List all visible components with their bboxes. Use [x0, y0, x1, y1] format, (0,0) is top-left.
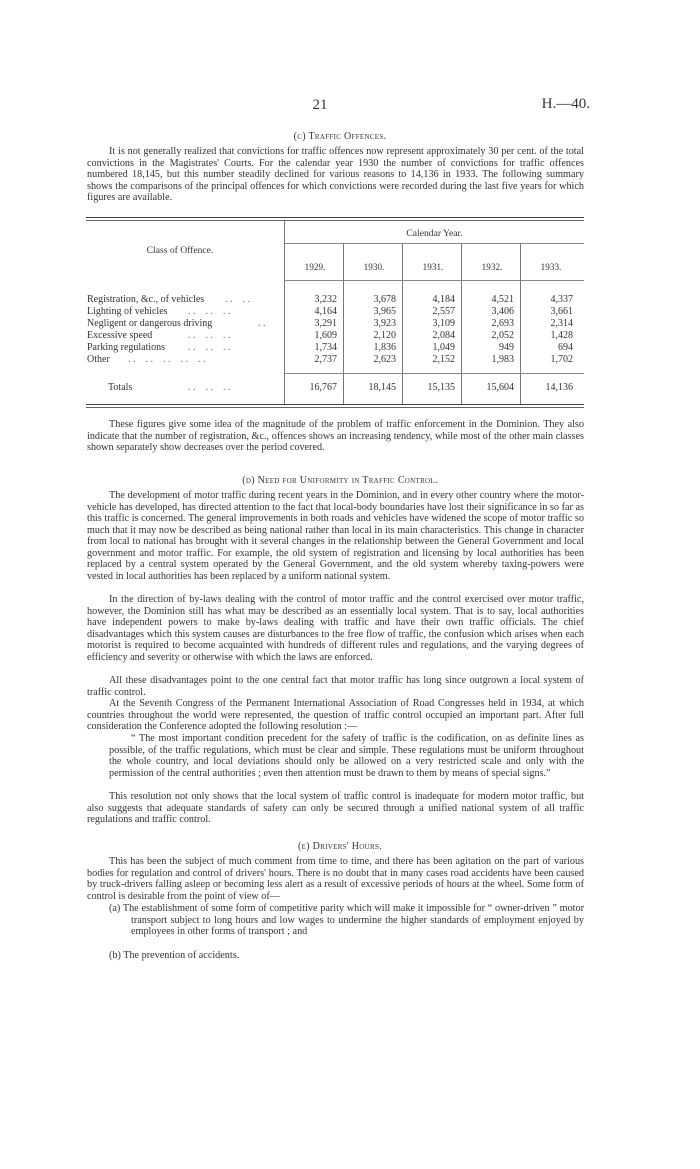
quoted-resolution: “ The most important condition precedent for the safety of traffic is the codification, on as definite lines as possible, of the traffic regulations, which must be clear and simple. These regulations must be uniform throughout the whole country, and local deviations should only be allowed on a very restricted scale and only with the permission of the central authorities ; even then attention must be drawn to them by means of special signs.”	[109, 733, 584, 779]
row-label: Parking regulations	[87, 342, 166, 353]
totals-label: Totals	[108, 382, 133, 393]
table-cell: 18,145	[368, 382, 396, 393]
table-cell: 14,136	[545, 382, 573, 393]
table-cell: 1,609	[314, 330, 337, 341]
document-reference: H.—40.	[541, 96, 590, 112]
table-header-year: 1929.	[304, 262, 326, 272]
table-cell: 1,702	[550, 354, 573, 365]
section-heading-traffic-offences: (c) Traffic Offences.	[293, 131, 387, 142]
table-cell: 2,737	[314, 354, 337, 365]
table-header-year: 1932.	[481, 262, 503, 272]
section-heading-drivers-hours: (e) Drivers' Hours.	[298, 841, 382, 852]
table-cell: 2,557	[432, 306, 455, 317]
table-cell: 15,135	[427, 382, 455, 393]
table-cell: 1,836	[373, 342, 396, 353]
row-label: Other	[87, 354, 110, 365]
row-label: Excessive speed	[87, 330, 153, 341]
table-cell: 1,428	[550, 330, 573, 341]
table-cell: 2,314	[550, 318, 573, 329]
table-cell: 2,152	[432, 354, 455, 365]
paragraph: All these disadvantages point to the one central fact that motor traffic has long since outgrown a local system of traffic control.	[87, 675, 584, 698]
table-header-calendar-year: Calendar Year.	[406, 228, 463, 239]
table-cell: 3,965	[373, 306, 396, 317]
table-cell: 3,232	[314, 294, 337, 305]
table-cell: 1,049	[432, 342, 455, 353]
table-cell: 4,164	[314, 306, 337, 317]
table-cell: 2,052	[491, 330, 514, 341]
table-cell: 4,337	[550, 294, 573, 305]
table-cell: 1,983	[491, 354, 514, 365]
table-cell: 2,623	[373, 354, 396, 365]
table-header-year: 1930.	[363, 262, 385, 272]
table-cell: 949	[499, 342, 514, 353]
row-label: Registration, &c., of vehicles	[87, 294, 205, 305]
table-cell: 16,767	[309, 382, 337, 393]
table-cell: 3,109	[432, 318, 455, 329]
paragraph: This resolution not only shows that the local system of traffic control is inadequate for modern motor traffic, but also suggests that adequate standards of safety can only be secured through a unified national system of all traffic regulations and traffic control.	[87, 791, 584, 825]
table-cell: 2,120	[373, 330, 396, 341]
paragraph: At the Seventh Congress of the Permanent International Association of Road Congresses held in 1934, at which countries throughout the world were represented, the question of traffic control occupied an important part. After full consideration the Conference adopted the following resolution :—	[87, 698, 584, 732]
table-header-year: 1933.	[540, 262, 562, 272]
list-item: (b) The prevention of accidents.	[109, 950, 240, 961]
section-intro-paragraph: It is not generally realized that convictions for traffic offences now represent approximately 30 per cent. of the total convictions in the Magistrates' Courts. For the calendar year 1930 the number of convictions for traffic offences numbered 18,145, but this number steadily declined for various reasons to 14,136 in 1933. The following summary shows the comparisons of the principal offences for which convictions were recorded during the last five years for which figures are available.	[87, 146, 584, 203]
document-page: 21 H.—40. (c) Traffic Offences. It is not generally realized that convictions for traffic offences now represent approximately 30 per cent. of the total convictions in the Magistrates' Courts. For the calendar year 1930 the number of convictions for traffic offences numbered 18,145, but this number steadily declined for various reasons to 14,136 in 1933. The following summary shows the comparisons of the principal offences for which convictions were recorded during the last five years for which figures are available. Class of Offence. Calendar Year. 1929. 1930. 1931. 1932. 1933. . . . . Registration, &c., of vehicles 3,232 3,678 4,184 4,521 4,337 . . . . . . Lighting of vehicles 4,164 3,965 2,557 3,406 3,661 . . Negligent or dangerous driving 3,291 3,923 3,109 2,693 2,314 . . . . . . Excessive speed 1,609 2,120 2,084 2,052 1,428 . . . . . . Parking regulations 1,734 1,836 1,049 949 694 . . . . . . . . . . Other 2,737 2,623 2,152 1,983 1,702 . . . . . . Totals 16,767 18,145 15,135 15,604 14,136 These figures give some idea of the magnitude of the problem of traffic enforcement in the Dominion. They also indicate that the number of registration, &c., offences shows an increasing tendency, while most of the other main classes shown separately show decreases over the period covered. (d) Need for Uniformity in Traffic Control. The development of motor traffic during recent years in the Dominion, and in every other country where the motor-vehicle has developed, has directed attention to the fact that local-body boundaries have lost their significance in so far as this traffic is concerned. The general improvements in both roads and vehicles have widened the scope of motor traffic so much that it may now be described as being national rather than local in its main characteristics. This change in character from local to national has brought with it several changes in the relationship between the General Government and local government and motor traffic. For example, the old system of registration and licensing by local authorities has been replaced by a central system operated by the General Government, and the old system whereby taxing-powers were vested in local authorities has been replaced by a uniform national system. In the direction of by-laws dealing with the control of motor traffic and the control exercised over motor traffic, however, the Dominion still has what may be described as an essentially local system. That is to say, local authorities have independent powers to make by-laws dealing with traffic and have their own traffic officials. The chief disadvantages which this system causes are disturbances to the free flow of traffic, the confusion which arises when each motorist is required to become acquainted with hundreds of different rules and regulations, and the varying degrees of efficiency and severity or otherwise with which the laws are enforced. All these disadvantages point to the one central fact that motor traffic has long since outgrown a local system of traffic control. At the Seventh Congress of the Permanent International Association of Road Congresses held in 1934, at which countries throughout the world were represented, the question of traffic control occupied an important part. After full consideration the Conference adopted the following resolution :— “ The most important condition precedent for the safety of traffic is the codification, on as definite lines as possible, of the traffic regulations, which must be clear and simple. These regulations must be uniform throughout the whole country, and local deviations should only be allowed on a very restricted scale and only with the permission of the central authorities ; even then attention must be drawn to them by means of special signs.” This resolution not only shows that the local system of traffic control is inadequate for modern motor traffic, but also suggests that adequate standards of safety can only be secured through a unified national system of all traffic regulations and traffic control. (e) Drivers' Hours. This has been the subject of much comment from time to time, and there has been agitation on the part of various bodies for regulation and control of drivers' hours. There is no doubt that in many cases road accidents have been caused by truck-drivers falling asleep or becoming less alert as a result of excessive periods of hours at the wheel. Some form of control is desirable from the point of view of— (a) The establishment of some form of competitive parity which will make it impossible for “ owner-driven ” motor transport subject to long hours and low wages to undermine the higher standards of employment enjoyed by employees in other forms of transport ; and (b) The prevention of accidents.	[87, 96, 590, 961]
list-item: (a) The establishment of some form of competitive parity which will make it impossible for “ owner-driven ” motor transport subject to long hours and low wages to undermine the higher standards of employment enjoyed by employees in other forms of transport ; and	[109, 903, 584, 937]
table-cell: 3,291	[314, 318, 337, 329]
table-cell: 1,734	[314, 342, 337, 353]
table-cell: 694	[558, 342, 573, 353]
table-cell: 3,406	[491, 306, 514, 317]
after-table-paragraph: These figures give some idea of the magnitude of the problem of traffic enforcement in the Dominion. They also indicate that the number of registration, &c., offences shows an increasing tendency, while most of the other main classes shown separately show decreases over the period covered.	[87, 419, 584, 453]
table-cell: 2,693	[491, 318, 514, 329]
table-cell: 4,184	[432, 294, 455, 305]
table-cell: 2,084	[432, 330, 455, 341]
section-heading-uniformity: (d) Need for Uniformity in Traffic Control.	[242, 475, 438, 486]
paragraph: This has been the subject of much comment from time to time, and there has been agitation on the part of various bodies for regulation and control of drivers' hours. There is no doubt that in many cases road accidents have been caused by truck-drivers falling asleep or becoming less alert as a result of excessive periods of hours at the wheel. Some form of control is desirable from the point of view of—	[87, 856, 584, 902]
table-cell: 3,678	[373, 294, 396, 305]
row-label: Negligent or dangerous driving	[87, 318, 213, 329]
table-header-year: 1931.	[422, 262, 444, 272]
table-cell: 3,661	[550, 306, 573, 317]
table-cell: 15,604	[486, 382, 514, 393]
table-cell: 3,923	[373, 318, 396, 329]
page-number: 21	[312, 97, 328, 113]
paragraph: The development of motor traffic during recent years in the Dominion, and in every other country where the motor-vehicle has developed, has directed attention to the fact that local-body boundaries have lost their significance in so far as this traffic is concerned. The general improvements in both roads and vehicles have widened the scope of motor traffic so much that it may now be described as being national rather than local in its main characteristics. This change in character from local to national has brought with it several changes in the relationship between the General Government and local government and motor traffic. For example, the old system of registration and licensing by local authorities has been replaced by a central system operated by the General Government, and the old system whereby taxing-powers were vested in local authorities has been replaced by a uniform national system.	[87, 490, 584, 582]
paragraph: In the direction of by-laws dealing with the control of motor traffic and the control exercised over motor traffic, however, the Dominion still has what may be described as an essentially local system. That is to say, local authorities have independent powers to make by-laws dealing with traffic and have their own traffic officials. The chief disadvantages which this system causes are disturbances to the free flow of traffic, the confusion which arises when each motorist is required to become acquainted with hundreds of different rules and regulations, and the varying degrees of efficiency and severity or otherwise with which the laws are enforced.	[87, 594, 584, 663]
table-header-class: Class of Offence.	[146, 245, 214, 256]
row-label: Lighting of vehicles	[87, 306, 168, 317]
table-cell: 4,521	[491, 294, 514, 305]
